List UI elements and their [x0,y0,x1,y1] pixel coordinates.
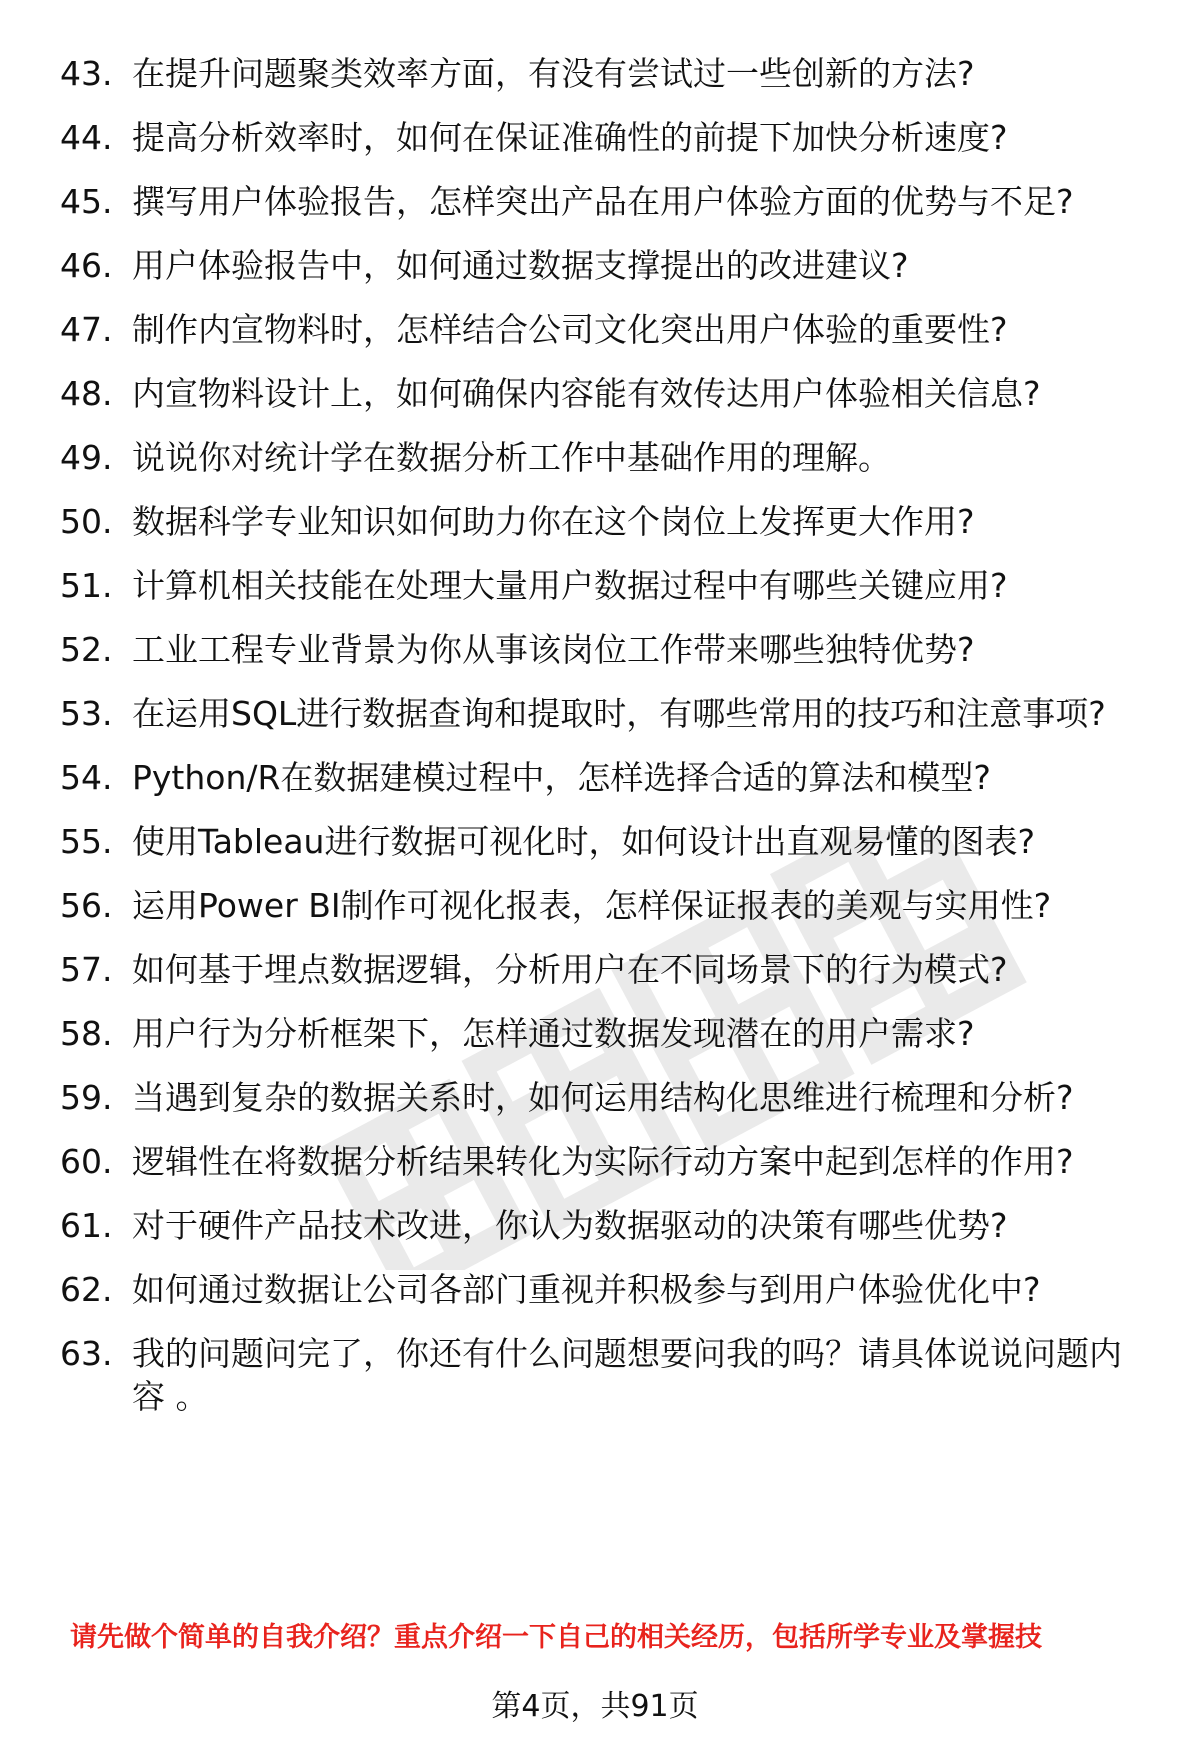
question-number: 46. [60,246,113,285]
question-number: 45. [60,182,113,221]
question-text: 撰写用户体验报告，怎样突出产品在用户体验方面的优势与不足? [132,182,1074,221]
question-text: 对于硬件产品技术改进，你认为数据驱动的决策有哪些优势? [132,1206,1008,1245]
page-number: 第4页，共91页 [491,1689,699,1724]
question-number: 44. [60,118,113,157]
question-item [60,116,1150,159]
question-item [60,180,1150,223]
question-text: 如何通过数据让公司各部门重视并积极参与到用户体验优化中? [132,1270,1041,1309]
question-text: 当遇到复杂的数据关系时，如何运用结构化思维进行梳理和分析? [132,1078,1074,1117]
question-number: 56. [60,886,113,925]
question-item [60,948,1150,991]
question-text: 数据科学专业知识如何助力你在这个岗位上发挥更大作用? [132,502,975,541]
question-item [60,1012,1150,1055]
question-number: 49. [60,438,113,477]
question-item [60,372,1150,415]
question-item [60,308,1150,351]
question-item [60,1268,1150,1311]
question-item [60,1140,1150,1183]
question-text: Python/R在数据建模过程中，怎样选择合适的算法和模型? [132,758,991,797]
question-item [60,628,1150,671]
question-text: 说说你对统计学在数据分析工作中基础作用的理解。 [132,438,891,477]
question-text: 用户行为分析框架下，怎样通过数据发现潜在的用户需求? [132,1014,975,1053]
question-number: 60. [60,1142,113,1181]
question-item [60,1332,1150,1418]
question-text: 内宣物料设计上，如何确保内容能有效传达用户体验相关信息? [132,374,1041,413]
question-text: 逻辑性在将数据分析结果转化为实际行动方案中起到怎样的作用? [132,1142,1074,1181]
question-number: 48. [60,374,113,413]
question-item [60,820,1150,863]
question-item [60,884,1150,927]
question-list [60,52,1150,1439]
question-number: 63. [60,1334,113,1373]
question-number: 62. [60,1270,113,1309]
question-number: 57. [60,950,113,989]
question-item [60,692,1150,735]
question-number: 54. [60,758,113,797]
question-text: 制作内宣物料时，怎样结合公司文化突出用户体验的重要性? [132,310,1008,349]
question-item [60,1204,1150,1247]
question-item [60,500,1150,543]
question-item [60,244,1150,287]
question-text: 使用Tableau进行数据可视化时，如何设计出直观易懂的图表? [132,822,1035,861]
question-item [60,1076,1150,1119]
footer-red-note: 请先做个简单的自我介绍？重点介绍一下自己的相关经历，包括所学专业及掌握技 [70,1622,1042,1653]
question-number: 59. [60,1078,113,1117]
question-item [60,436,1150,479]
question-number: 47. [60,310,113,349]
question-text: 在提升问题聚类效率方面，有没有尝试过一些创新的方法? [132,54,975,93]
question-text: 在运用SQL进行数据查询和提取时，有哪些常用的技巧和注意事项? [132,694,1106,733]
question-number: 58. [60,1014,113,1053]
question-number: 51. [60,566,113,605]
question-text: 我的问题问完了，你还有什么问题想要问我的吗？请具体说说问题内容 。 [132,1334,1122,1416]
question-number: 43. [60,54,113,93]
question-text: 计算机相关技能在处理大量用户数据过程中有哪些关键应用? [132,566,1008,605]
question-number: 61. [60,1206,113,1245]
question-number: 50. [60,502,113,541]
question-text: 工业工程专业背景为你从事该岗位工作带来哪些独特优势? [132,630,975,669]
question-text: 提高分析效率时，如何在保证准确性的前提下加快分析速度? [132,118,1008,157]
question-item [60,52,1150,95]
question-item [60,564,1150,607]
question-text: 如何基于埋点数据逻辑，分析用户在不同场景下的行为模式? [132,950,1008,989]
question-item [60,756,1150,799]
question-text: 运用Power BI制作可视化报表，怎样保证报表的美观与实用性? [132,886,1052,925]
question-text: 用户体验报告中，如何通过数据支撑提出的改进建议? [132,246,909,285]
question-number: 52. [60,630,113,669]
question-number: 55. [60,822,113,861]
question-number: 53. [60,694,113,733]
